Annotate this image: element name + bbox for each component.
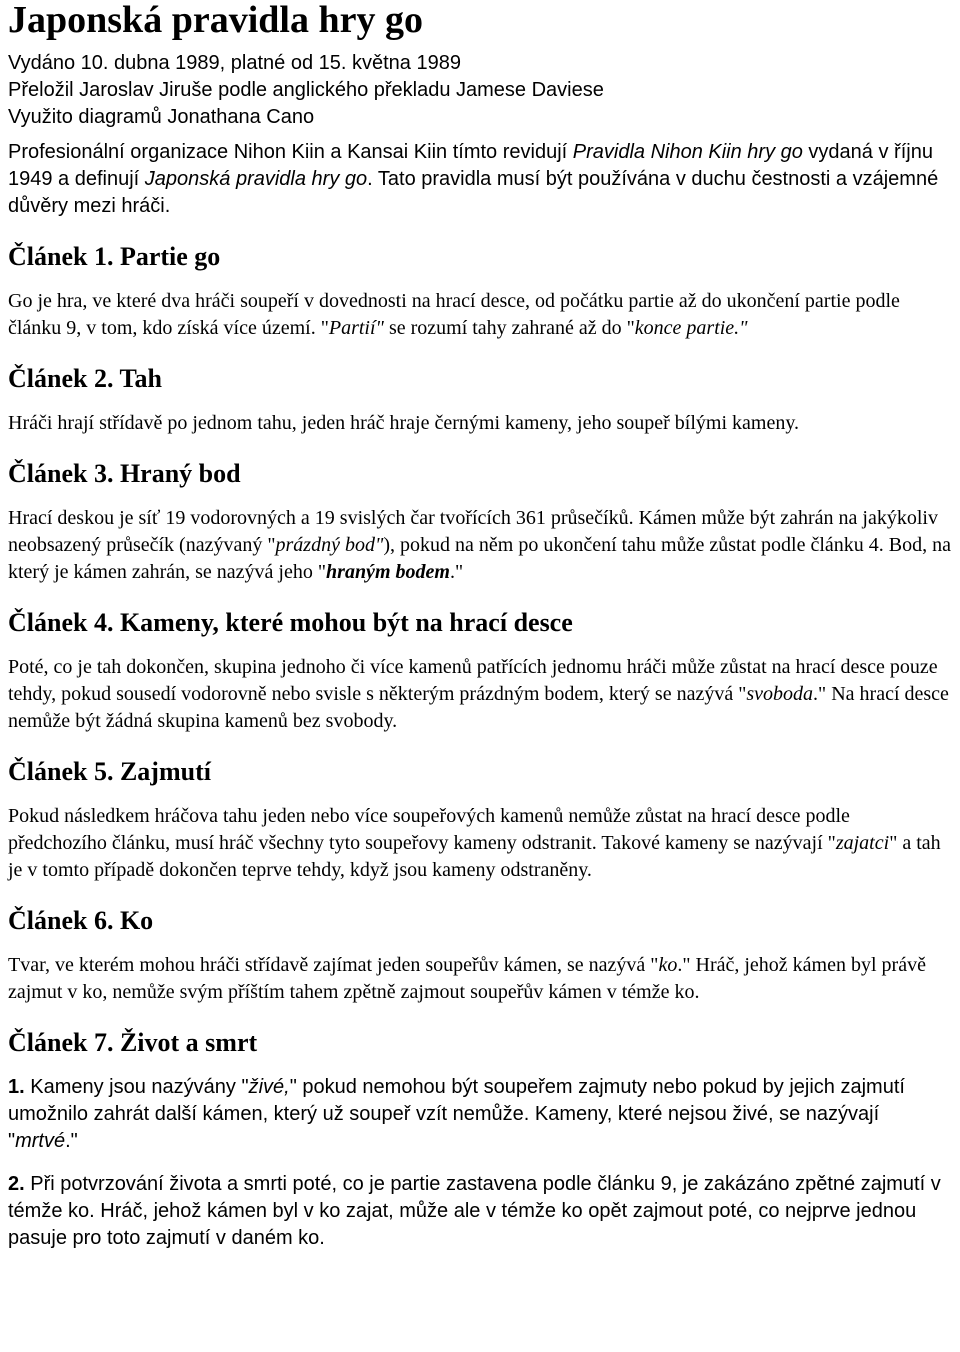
- article-6-italic-1: ko: [658, 954, 678, 976]
- article-4-text-1: Poté, co je tah dokončen, skupina jednoho či více kamenů patřících jednomu hráči může zůstat na hrací desce pouze tehdy, pokud sousedí vodorovně nebo svisle s některým prázdným bodem, který se nazývá ": [8, 656, 938, 705]
- article-5-heading: Článek 5. Zajmutí: [8, 757, 211, 786]
- article-1-text: [8, 288, 952, 342]
- article-7-p1-text-3: .": [65, 1130, 78, 1152]
- intro-text-2: vydaná v říjnu 1949 a definují: [8, 141, 933, 190]
- intro-paragraph: [8, 139, 952, 220]
- article-7-heading: Článek 7. Život a smrt: [8, 1028, 258, 1057]
- article-7-p1-text-2: " pokud nemohou být soupeřem zajmuty nebo pokud by jejich zajmutí umožnilo zahrát další kámen, který už soupeř vzít nemůže. Kameny, které nejsou živé, se nazývají ": [8, 1076, 905, 1152]
- article-3-heading: Článek 3. Hraný bod: [8, 459, 241, 488]
- article-7-p2-text-1: Při potvrzování života a smrti poté, co je partie zastavena podle článku 9, je zakázáno zpětné zajmutí v témže ko. Hráč, jehož kámen byl v ko zajat, může ale v témže ko opět zajmout poté, co nejprve jednou pasuje pro toto zajmutí v daném ko.: [8, 1173, 941, 1249]
- diagram-credit: Využito diagramů Jonathana Cano: [8, 106, 315, 128]
- article-4-italic-1: svoboda: [746, 683, 814, 705]
- article-1-heading: Článek 1. Partie go: [8, 242, 221, 271]
- article-7-p1-italic-2: mrtvé: [15, 1130, 66, 1152]
- article-7-paragraph-1: [8, 1074, 952, 1155]
- intro-italic-1: Pravidla Nihon Kiin hry go: [572, 141, 803, 163]
- article-5-text-2: " a tah je v tomto případě dokončen teprve tehdy, když jsou kameny odstraněny.: [8, 832, 941, 881]
- article-7-p1-number: 1.: [8, 1076, 25, 1098]
- article-7-p1-italic-1: živé,: [248, 1076, 290, 1098]
- article-3-italic-1: prázdný bod": [275, 534, 384, 556]
- article-4-text: [8, 654, 952, 735]
- article-1-text-2: se rozumí tahy zahrané až do ": [383, 317, 635, 339]
- article-1-italic-2: konce partie.": [634, 317, 748, 339]
- article-2-heading: Článek 2. Tah: [8, 364, 162, 393]
- article-5-text-1: Pokud následkem hráčova tahu jeden nebo více soupeřových kamenů nemůže zůstat na hrací desce podle předchozího článku, musí hráč všechny tyto soupeřovy kameny odstranit. Takové kameny se nazývají ": [8, 805, 850, 854]
- page-title: Japonská pravidla hry go: [8, 0, 423, 41]
- article-4-text-2: ." Na hrací desce nemůže být žádná skupina kamenů bez svobody.: [8, 683, 949, 732]
- publication-date: Vydáno 10. dubna 1989, platné od 15. května 1989: [8, 52, 461, 74]
- article-3-text-1: Hrací deskou je síť 19 vodorovných a 19 svislých čar tvořících 361 průsečíků. Kámen může být zahrán na jakýkoliv neobsazený průsečík (nazývaný ": [8, 507, 938, 556]
- article-7-paragraph-2: [8, 1171, 952, 1252]
- article-1-italic-1: Partií": [328, 317, 384, 339]
- article-3-text: [8, 505, 952, 586]
- document-meta: [8, 50, 952, 131]
- article-5-italic-1: zajatci: [835, 832, 890, 854]
- article-3-text-3: .": [449, 561, 464, 583]
- article-2-text-1: Hráči hrají střídavě po jednom tahu, jeden hráč hraje černými kameny, jeho soupeř bílými kameny.: [8, 412, 800, 434]
- article-7-p1-text-1: Kameny jsou nazývány ": [24, 1076, 249, 1098]
- article-2-text: [8, 410, 952, 437]
- article-1-text-1: Go je hra, ve které dva hráči soupeří v dovednosti na hrací desce, od počátku partie až do ukončení partie podle článku 9, v tom, kdo získá více území. ": [8, 290, 900, 339]
- article-6-text: [8, 952, 952, 1006]
- intro-text-1: Profesionální organizace Nihon Kiin a Kansai Kiin tímto revidují: [8, 141, 573, 163]
- article-3-italic-2: hraným bodem: [326, 561, 450, 583]
- intro-italic-2: Japonská pravidla hry go: [144, 168, 368, 190]
- article-4-heading: Článek 4. Kameny, které mohou být na hrací desce: [8, 608, 573, 637]
- translator-credit: Přeložil Jaroslav Jiruše podle anglického překladu Jamese Daviese: [8, 79, 604, 101]
- article-6-text-2: ." Hráč, jehož kámen byl právě zajmut v ko, nemůže svým příštím tahem zpětně zajmout soupeřův kámen v témže ko.: [8, 954, 926, 1003]
- article-6-text-1: Tvar, ve kterém mohou hráči střídavě zajímat jeden soupeřův kámen, se nazývá ": [8, 954, 659, 976]
- intro-text-3: . Tato pravidla musí být používána v duchu čestnosti a vzájemné důvěry mezi hráči.: [8, 168, 939, 217]
- article-3-text-2: ), pokud na něm po ukončení tahu může zůstat podle článku 4. Bod, na který je kámen zahrán, se nazývá jeho ": [8, 534, 951, 583]
- article-6-heading: Článek 6. Ko: [8, 906, 154, 935]
- article-7-p2-number: 2.: [8, 1173, 25, 1195]
- article-5-text: [8, 803, 952, 884]
